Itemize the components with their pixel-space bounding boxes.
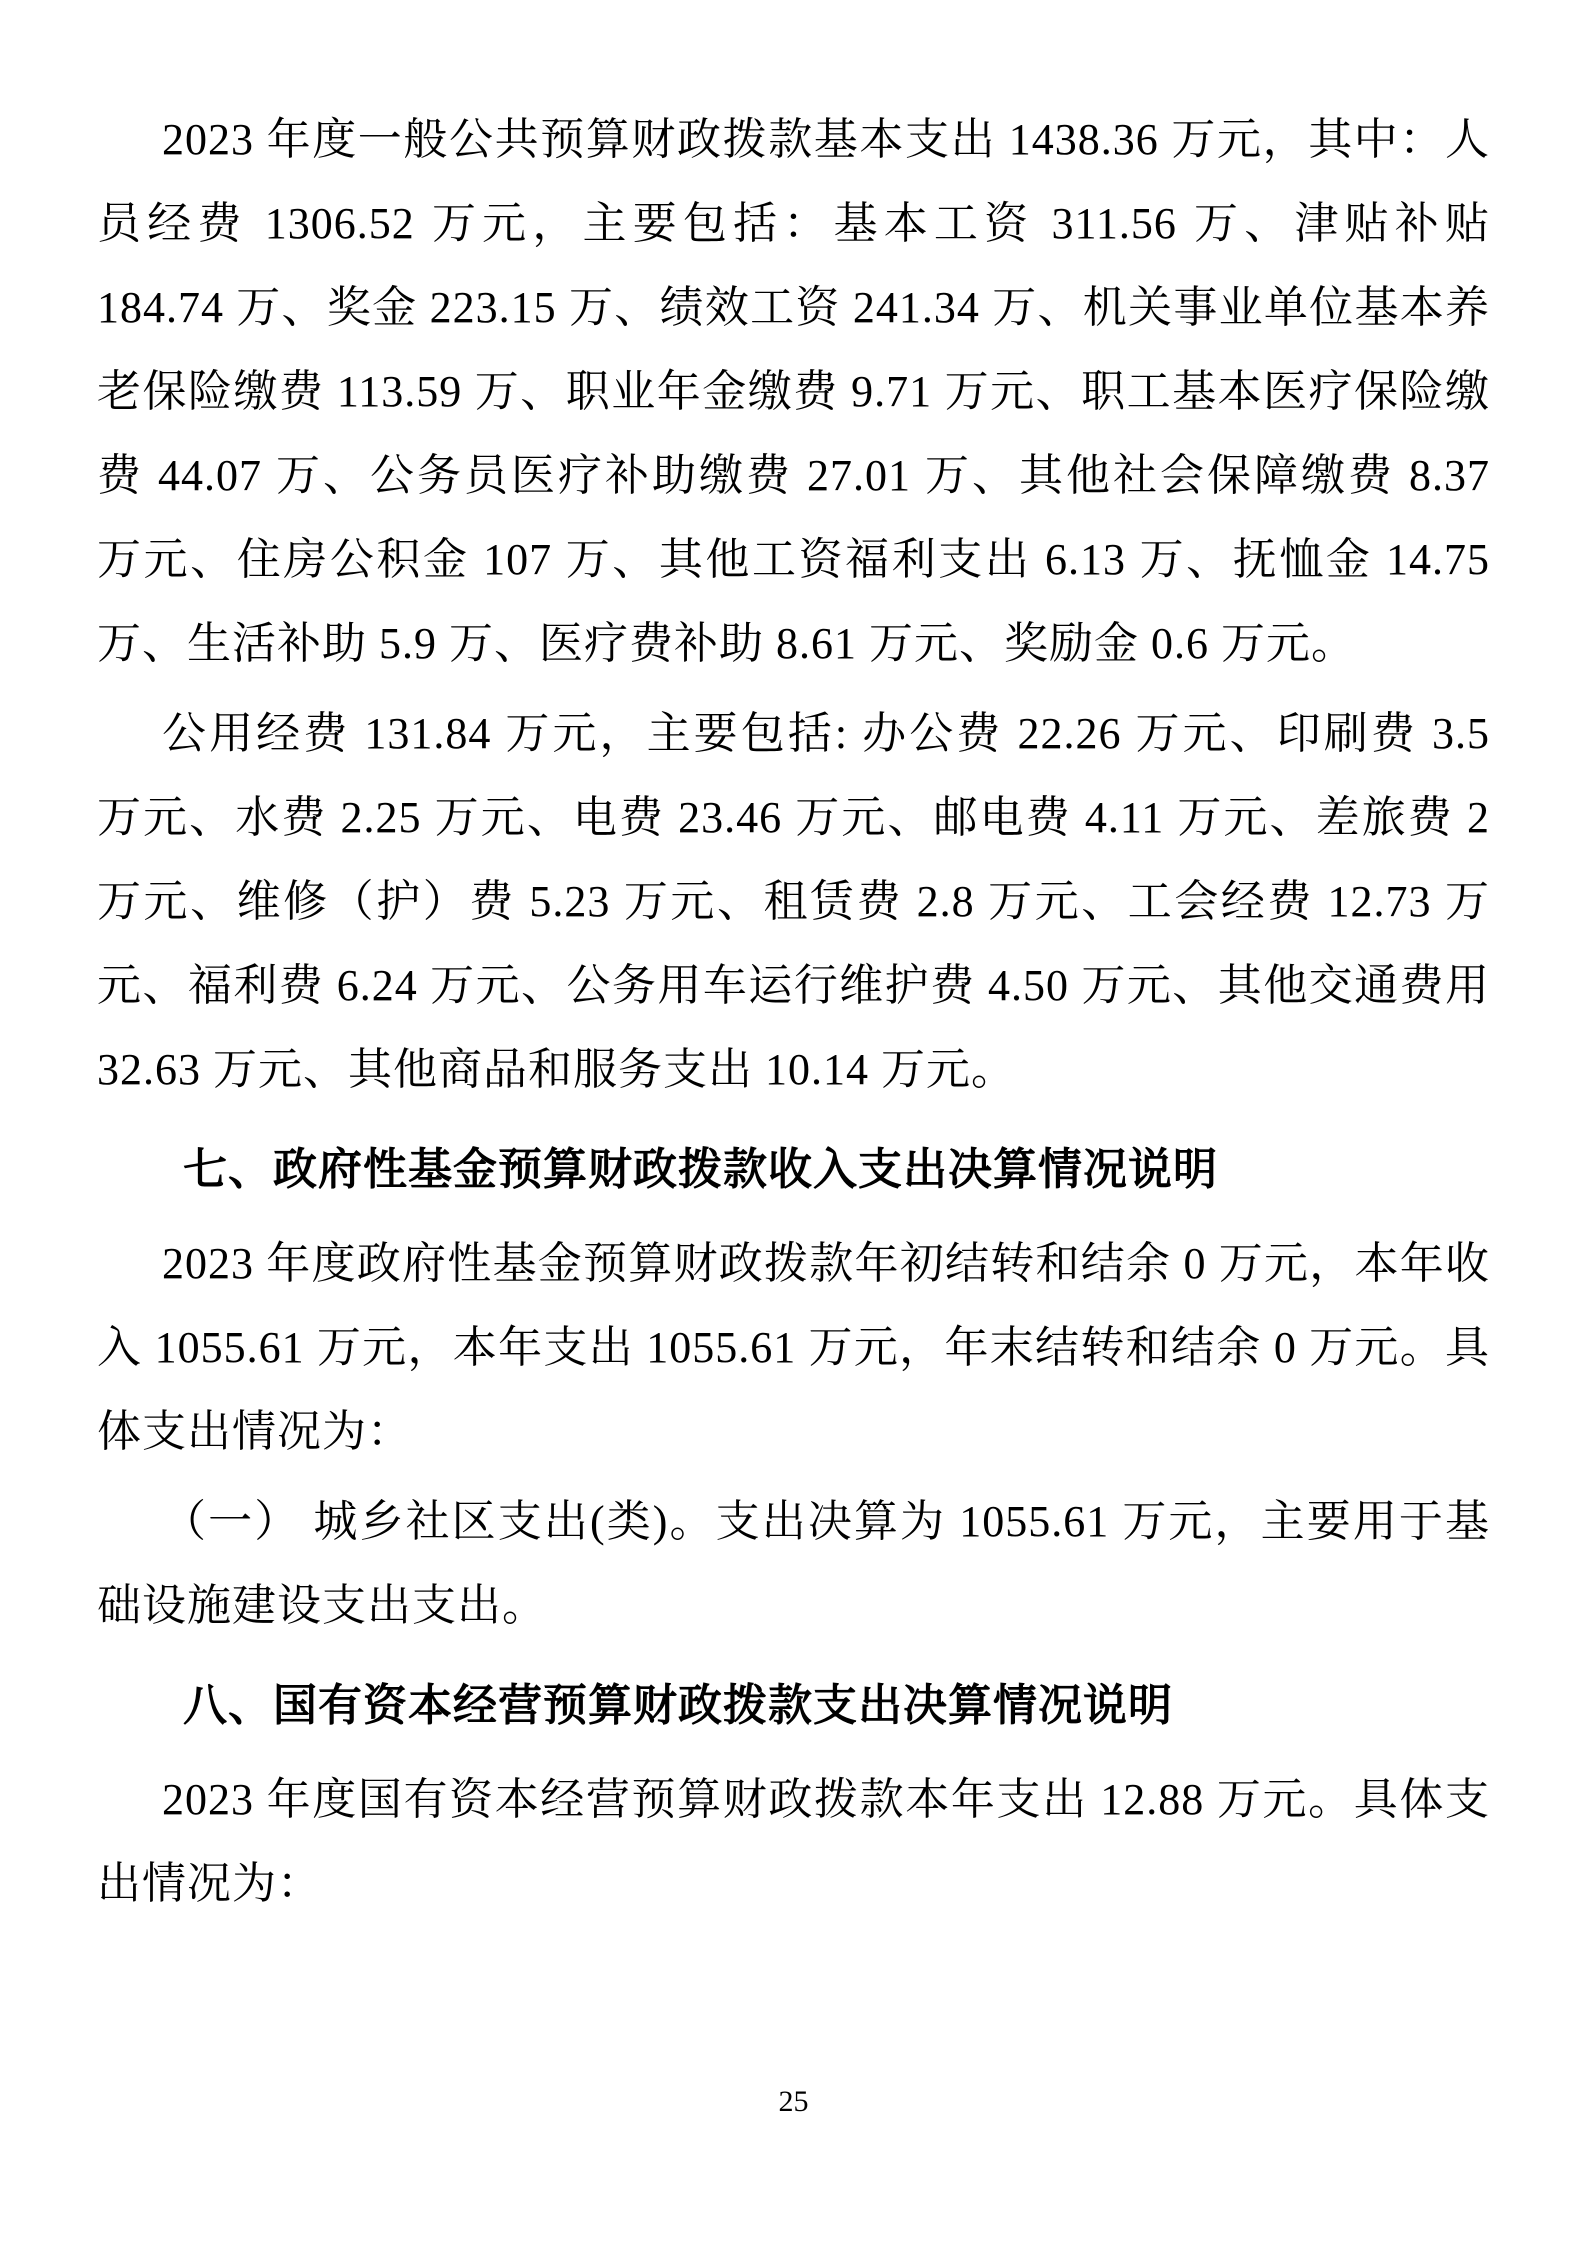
document-content	[97, 98, 1490, 1932]
heading-section-eight: 八、国有资本经营预算财政拨款支出决算情况说明	[183, 1681, 1173, 1730]
paragraph-basic-expenditure: 2023 年度一般公共预算财政拨款基本支出 1438.36 万元，其中：人员经费 1306.52 万元，主要包括：基本工资 311.56 万、津贴补贴 184.74 万、奖金 223.15 万、绩效工资 241.34 万、机关事业单位基本养老保险缴费 113.59 万、职业年金缴费 9.71 万元、职工基本医疗保险缴费 44.07 万、公务员医疗补助缴费 27.01 万、其他社会保障缴费 8.37 万元、住房公积金 107 万、其他工资福利支出 6.13 万、抚恤金 14.75 万、生活补助 5.9 万、医疗费补助 8.61 万元、奖励金 0.6 万元。	[97, 115, 1490, 668]
heading-section-seven: 七、政府性基金预算财政拨款收入支出决算情况说明	[183, 1145, 1218, 1194]
paragraph-urban-rural-community-expenditure: （一） 城乡社区支出(类)。支出决算为 1055.61 万元，主要用于基础设施建设支出支出。	[97, 1497, 1490, 1630]
paragraph-public-funds: 公用经费 131.84 万元，主要包括: 办公费 22.26 万元、印刷费 3.5 万元、水费 2.25 万元、电费 23.46 万元、邮电费 4.11 万元、差旅费 2 万元、维修（护）费 5.23 万元、租赁费 2.8 万元、工会经费 12.73 万元、福利费 6.24 万元、公务用车运行维护费 4.50 万元、其他交通费用 32.63 万元、其他商品和服务支出 10.14 万元。	[97, 709, 1490, 1094]
paragraph-government-fund-budget: 2023 年度政府性基金预算财政拨款年初结转和结余 0 万元，本年收入 1055.61 万元，本年支出 1055.61 万元，年末结转和结余 0 万元。具体支出情况为：	[97, 1239, 1490, 1456]
paragraph-state-capital-budget: 2023 年度国有资本经营预算财政拨款本年支出 12.88 万元。具体支出情况为：	[97, 1775, 1490, 1908]
page-number: 25	[778, 2085, 809, 2118]
